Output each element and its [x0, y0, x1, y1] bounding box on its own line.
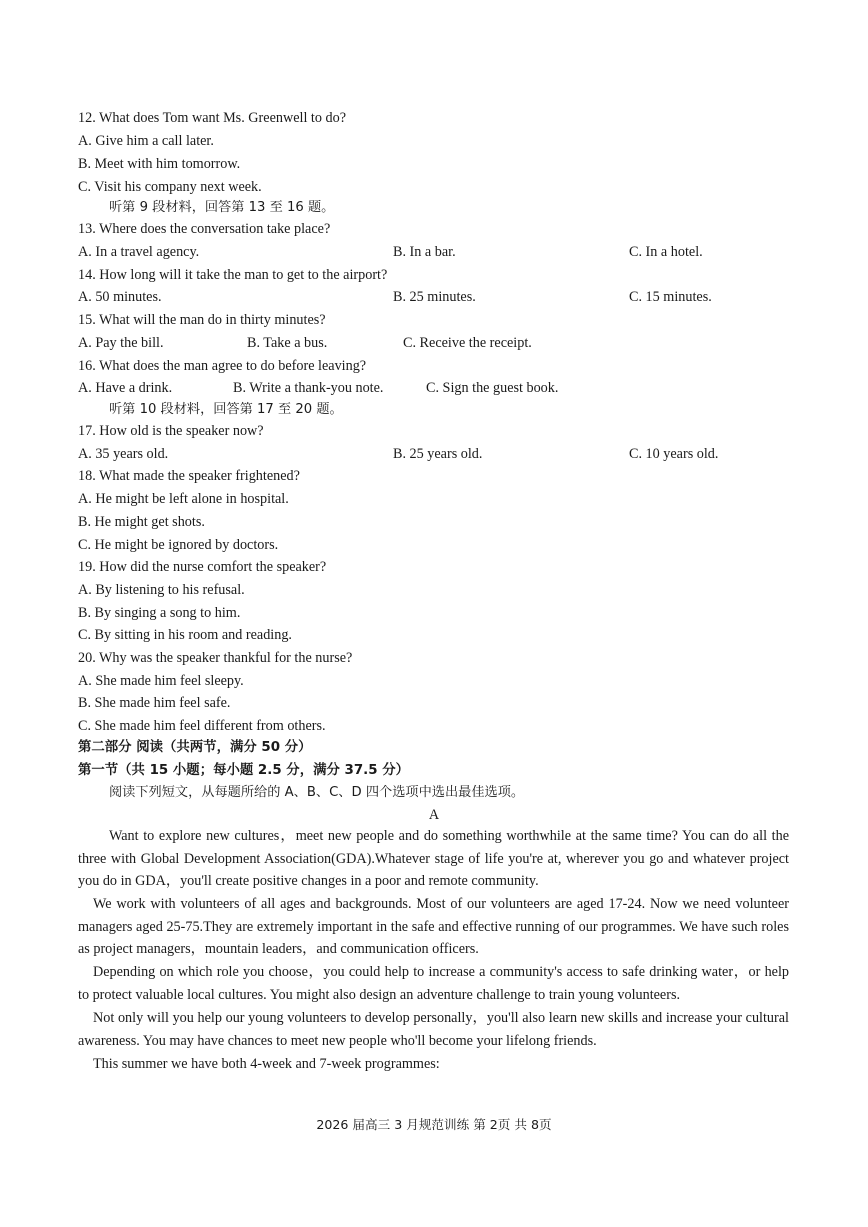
question-18-stem: 18. What made the speaker frightened?	[78, 468, 300, 484]
question-15-option-b: B. Take a bus.	[247, 335, 328, 351]
question-13-option-c: C. In a hotel.	[629, 244, 703, 260]
question-13-option-a: A. In a travel agency.	[78, 244, 200, 260]
question-15-option-c: C. Receive the receipt.	[403, 335, 532, 351]
question-12-option-a: A. Give him a call later.	[78, 133, 214, 149]
question-17-option-c: C. 10 years old.	[629, 446, 719, 462]
part-2-title: 第二部分 阅读（共两节，满分 50 分）	[78, 740, 312, 755]
question-18-option-a: A. He might be left alone in hospital.	[78, 491, 289, 507]
passage-paragraph-5: This summer we have both 4-week and 7-week programmes:	[93, 1056, 440, 1072]
question-12-stem: 12. What does Tom want Ms. Greenwell to do?	[78, 110, 346, 126]
page-footer: 2026 届高三 3 月规范训练 第 2页 共 8页	[316, 1117, 552, 1132]
section-9-heading: 听第 9 段材料，回答第 13 至 16 题。	[109, 200, 335, 215]
passage-paragraph-2: We work with volunteers of all ages and backgrounds. Most of our volunteers are aged 17-24. Now we need volunteer managers aged 25-75.They are extremely important in the safe and effective running of our programmes. We have such roles as project managers，mountain leaders，and communication officers.	[78, 896, 789, 958]
question-15-option-a: A. Pay the bill.	[78, 335, 164, 351]
passage-paragraph-4: Not only will you help our young volunteers to develop personally，you'll also learn new skills and increase your cultural awareness. You may have chances to meet new people who'll become your lifelong friends.	[78, 1010, 789, 1049]
passage-label: A	[428, 807, 440, 823]
question-17-options	[78, 444, 719, 464]
question-16-stem: 16. What does the man agree to do before leaving?	[78, 358, 367, 374]
question-13-option-b: B. In a bar.	[393, 244, 456, 260]
reading-instruction: 阅读下列短文，从每题所给的 A、B、C、D 四个选项中选出最佳选项。	[109, 785, 525, 800]
question-16-option-a: A. Have a drink.	[78, 380, 173, 396]
question-15-stem: 15. What will the man do in thirty minutes?	[78, 312, 326, 328]
question-16-option-c: C. Sign the guest book.	[426, 380, 559, 396]
question-16-options	[78, 378, 559, 398]
passage-paragraph-1: Want to explore new cultures，meet new people and do something worthwhile at the same time? You can do all the three with Global Development Association(GDA).Whatever stage of life you're at, wherever you go and whatever project you do in GDA，you'll create positive changes in a poor and remote community.	[78, 828, 789, 890]
question-14-option-a: A. 50 minutes.	[78, 289, 162, 305]
section-10-heading: 听第 10 段材料，回答第 17 至 20 题。	[109, 402, 343, 417]
question-20-stem: 20. Why was the speaker thankful for the nurse?	[78, 650, 353, 666]
question-14-option-b: B. 25 minutes.	[393, 289, 476, 305]
question-13-stem: 13. Where does the conversation take place?	[78, 221, 331, 237]
passage-paragraph-3: Depending on which role you choose，you could help to increase a community's access to safe drinking water，or help to protect valuable local cultures. You might also design an adventure challenge to train young volunteers.	[78, 964, 789, 1003]
question-14-stem: 14. How long will it take the man to get to the airport?	[78, 267, 388, 283]
question-19-option-b: B. By singing a song to him.	[78, 605, 241, 621]
question-15-options	[78, 333, 532, 353]
question-17-stem: 17. How old is the speaker now?	[78, 423, 264, 439]
question-19-stem: 19. How did the nurse comfort the speaker?	[78, 559, 327, 575]
question-17-option-b: B. 25 years old.	[393, 446, 483, 462]
section-1-title: 第一节（共 15 小题；每小题 2.5 分，满分 37.5 分）	[78, 763, 410, 778]
question-12-option-b: B. Meet with him tomorrow.	[78, 156, 241, 172]
question-18-option-b: B. He might get shots.	[78, 514, 205, 530]
question-14-options	[78, 287, 712, 307]
question-19-option-c: C. By sitting in his room and reading.	[78, 627, 292, 643]
question-20-option-b: B. She made him feel safe.	[78, 695, 231, 711]
question-13-options	[78, 242, 703, 262]
question-16-option-b: B. Write a thank-you note.	[233, 380, 384, 396]
question-20-option-c: C. She made him feel different from others.	[78, 718, 326, 734]
question-12-option-c: C. Visit his company next week.	[78, 179, 262, 195]
question-18-option-c: C. He might be ignored by doctors.	[78, 537, 279, 553]
question-20-option-a: A. She made him feel sleepy.	[78, 673, 244, 689]
question-19-option-a: A. By listening to his refusal.	[78, 582, 245, 598]
question-17-option-a: A. 35 years old.	[78, 446, 169, 462]
question-14-option-c: C. 15 minutes.	[629, 289, 712, 305]
